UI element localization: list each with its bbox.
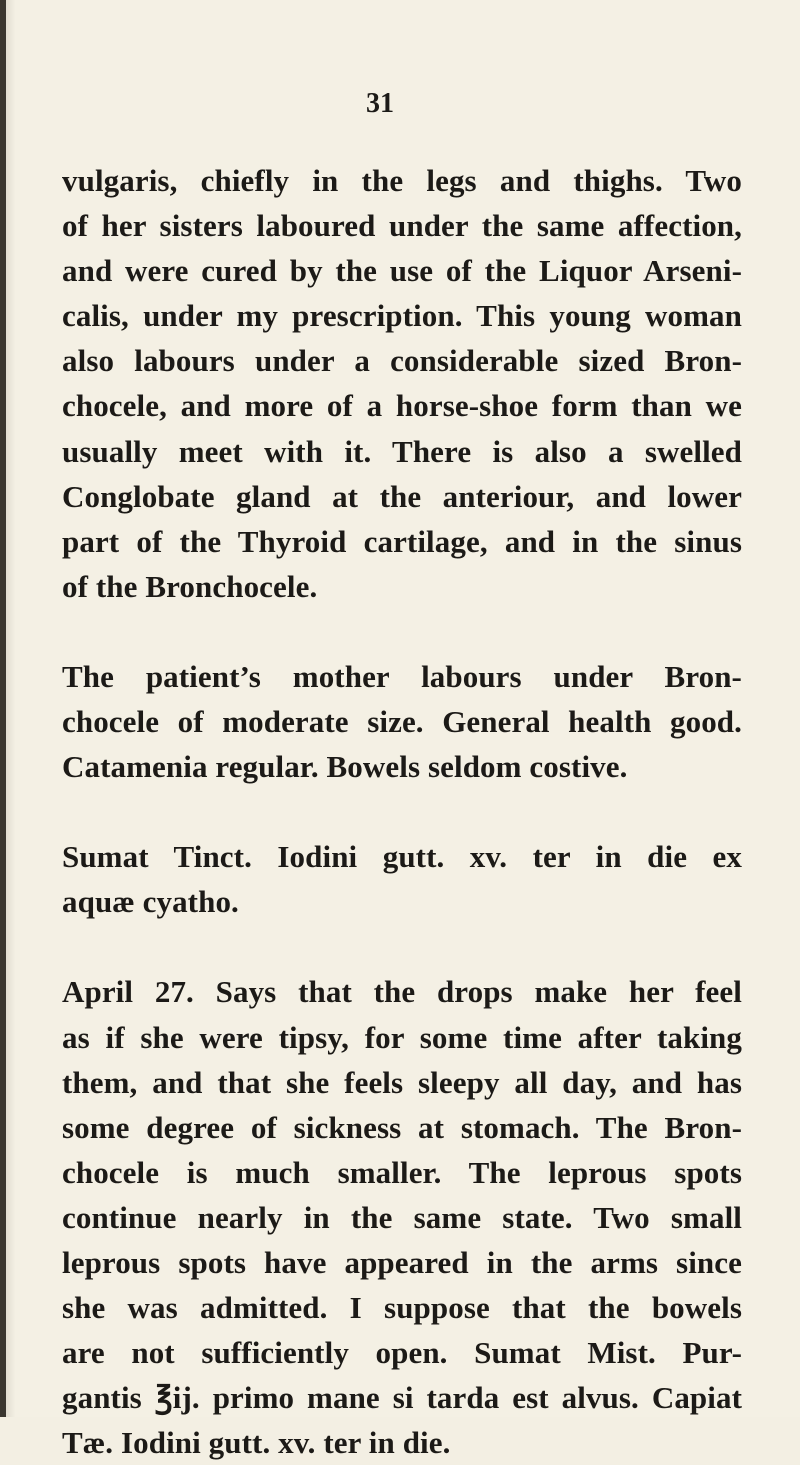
text-line: also labours under a considerable sized Bron- — [62, 343, 742, 379]
text-line: usually meet with it. There is also a swelled — [62, 433, 742, 469]
paragraph-2 — [62, 654, 742, 789]
text-line: Sumat Tinct. Iodini gutt. xv. ter in die ex — [62, 839, 742, 875]
text-line: and were cured by the use of the Liquor Arseni- — [62, 253, 742, 289]
body-text — [62, 158, 742, 1465]
text-line: calis, under my prescription. This young woman — [62, 298, 742, 334]
text-line: chocele is much smaller. The leprous spots — [62, 1154, 742, 1190]
text-line: leprous spots have appeared in the arms since — [62, 1244, 742, 1280]
text-line: are not sufficiently open. Sumat Mist. Pur- — [62, 1335, 742, 1371]
text-line: Tæ. Iodini gutt. xv. ter in die. — [62, 1425, 451, 1461]
paragraph-gap — [62, 924, 742, 969]
text-line: as if she were tipsy, for some time after taking — [62, 1019, 742, 1055]
page-number: 31 — [366, 88, 394, 119]
text-line: chocele of moderate size. General health good. — [62, 704, 742, 740]
text-line: some degree of sickness at stomach. The Bron- — [62, 1109, 742, 1145]
spine-shadow — [6, 0, 16, 1417]
text-line: April 27. Says that the drops make her feel — [62, 974, 742, 1010]
text-line: vulgaris, chiefly in the legs and thighs. Two — [62, 163, 742, 198]
text-line: gantis ℥ij. primo mane si tarda est alvus. Capiat — [62, 1380, 742, 1416]
text-line: Conglobate gland at the anteriour, and lower — [62, 478, 742, 514]
text-line: chocele, and more of a horse-shoe form than we — [62, 388, 742, 424]
paragraph-gap — [62, 609, 742, 654]
text-line: of the Bronchocele. — [62, 568, 318, 604]
paragraph-1 — [62, 158, 742, 609]
text-line: part of the Thyroid cartilage, and in the sinus — [62, 523, 742, 559]
text-line: of her sisters laboured under the same affection, — [62, 208, 742, 244]
text-line: aquæ cyatho. — [62, 884, 239, 920]
text-line: Catamenia regular. Bowels seldom costive. — [62, 749, 628, 785]
paragraph-gap — [62, 789, 742, 834]
text-line: continue nearly in the same state. Two small — [62, 1199, 742, 1235]
paragraph-3 — [62, 834, 742, 924]
paragraph-4 — [62, 969, 742, 1465]
text-line: she was admitted. I suppose that the bowels — [62, 1290, 742, 1326]
text-line: them, and that she feels sleepy all day, and has — [62, 1064, 742, 1100]
text-line: The patient’s mother labours under Bron- — [62, 658, 742, 694]
